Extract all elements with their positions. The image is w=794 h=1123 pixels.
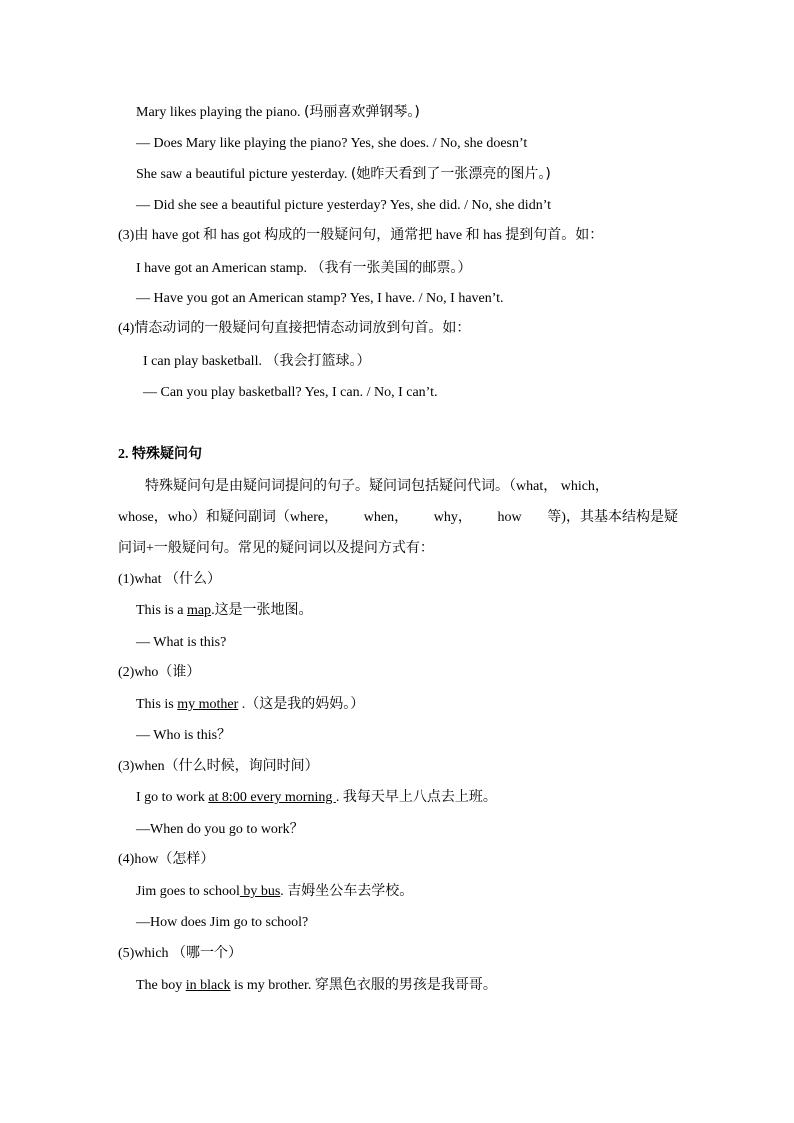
underlined-answer: my mother (177, 697, 239, 712)
example-sentence (136, 103, 420, 122)
question-answer: — Did she see a beautiful picture yesterday? Yes, she did. / No, she didn’t (136, 198, 551, 213)
paragraph-line: 问词+一般疑问句。常见的疑问词以及提问方式有： (118, 541, 434, 556)
rule-item-4: (4)情态动词的一般疑问句直接把情态动词放到句首。如： (118, 321, 471, 336)
question-answer: — Have you got an American stamp? Yes, I have. / No, I haven’t. (136, 291, 504, 306)
example-sentence (136, 883, 413, 901)
underlined-answer: in black (185, 978, 231, 993)
paragraph-word: 等)，其基本结构是疑 (547, 510, 678, 525)
question-word-when: (3)when（什么时候，询问时间） (118, 759, 319, 774)
example-sentence (136, 789, 497, 807)
paragraph-word: why， (433, 510, 472, 525)
chinese-translation: . 我每天早上八点去上班。 (335, 790, 497, 805)
chinese-translation: . 吉姆坐公车去学校。 (280, 884, 414, 899)
english-text: I can play basketball. (143, 354, 266, 369)
chinese-translation: （我会打篮球。） (265, 353, 371, 369)
english-text: This is a (136, 603, 187, 618)
chinese-translation: (玛丽喜欢弹钢琴。) (303, 104, 420, 120)
paragraph-word: when， (363, 510, 409, 525)
paragraph-line: 特殊疑问句是由疑问词提问的句子。疑问词包括疑问代词。（what， which， (145, 479, 609, 494)
question-word-how: (4)how（怎样） (118, 852, 215, 867)
example-sentence (136, 259, 472, 278)
underlined-answer: by bus (239, 884, 281, 899)
rule-item-3: (3)由 have got 和 has got 构成的一般疑问句，通常把 have 和 has 提到句首。如： (118, 228, 604, 243)
paragraph-word: how (497, 510, 522, 525)
question-sentence: — Who is this？ (136, 728, 232, 743)
english-text: This is (136, 697, 178, 712)
section-heading: 2. 特殊疑问句 (118, 447, 202, 462)
english-text: Jim goes to school (136, 884, 240, 899)
english-text: I have got an American stamp. (136, 261, 311, 276)
paragraph-line (118, 509, 678, 527)
question-word-which: (5)which （哪一个） (118, 946, 243, 961)
example-sentence (136, 977, 497, 995)
question-sentence: —When do you go to work？ (136, 822, 304, 837)
english-text: She saw a beautiful picture yesterday. (136, 167, 351, 182)
example-sentence (143, 352, 370, 371)
question-answer: — Can you play basketball? Yes, I can. / No, I can’t. (143, 385, 438, 400)
english-text: I go to work (136, 790, 209, 805)
chinese-translation: (她昨天看到了一张漂亮的图片。) (350, 166, 551, 182)
english-text: Mary likes playing the piano. (136, 105, 304, 120)
chinese-translation: is my brother. 穿黑色衣服的男孩是我哥哥。 (230, 978, 497, 993)
english-text: The boy (136, 978, 186, 993)
chinese-translation: .这是一张地图。 (211, 603, 313, 618)
underlined-answer: at 8:00 every morning (208, 790, 336, 805)
example-sentence (136, 696, 364, 714)
question-word-what: (1)what （什么） (118, 572, 222, 587)
example-sentence (136, 602, 313, 620)
question-sentence: — What is this? (136, 635, 227, 650)
example-sentence (136, 165, 551, 184)
question-sentence: —How does Jim go to school? (136, 915, 309, 930)
underlined-answer: map (186, 603, 212, 618)
question-answer: — Does Mary like playing the piano? Yes, she does. / No, she doesn’t (136, 136, 528, 151)
chinese-translation: （我有一张美国的邮票。） (310, 260, 472, 276)
chinese-translation: .（这是我的妈妈。） (238, 697, 365, 712)
question-word-who: (2)who（谁） (118, 665, 201, 680)
paragraph-word: whose，who）和疑问副词（where， (118, 510, 339, 525)
